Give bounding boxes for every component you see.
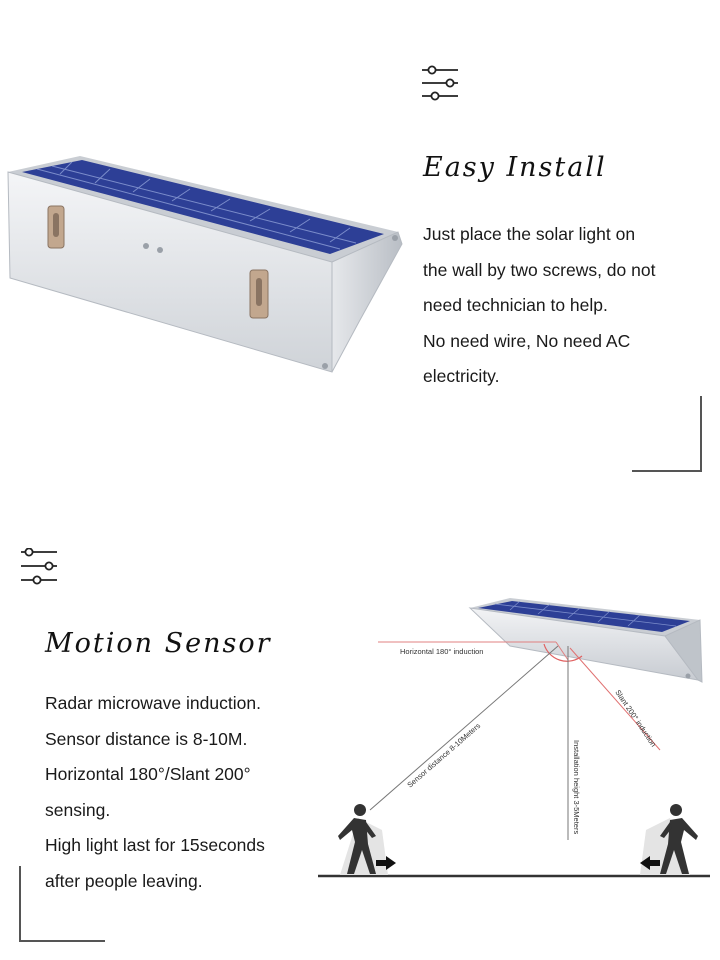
motion-sensor-heading: Motion Sensor [45,628,272,659]
description-line: Just place the solar light on [423,224,636,244]
description-line: Sensor distance is 8-10M. [45,728,248,749]
corner-bracket-decoration [632,396,702,472]
easy-install-heading: Easy Install [423,152,607,183]
solar-lamp-image [0,150,410,380]
corner-bracket-decoration [19,866,105,942]
sliders-icon [420,64,460,104]
description-line: Radar microwave induction. [45,693,261,713]
description-line: sensing. [45,799,111,820]
sensor-distance-label: Sensor distance 8-10Meters [405,721,483,790]
slant-induction-label: Slant 200° induction [613,688,659,749]
description-line: No need wire, No need AC [423,330,631,351]
description-line: after people leaving. [45,870,203,891]
installation-height-label: Installation height 3-5Meters [572,740,581,835]
description-line: need technician to help. [423,295,608,315]
easy-install-description [423,217,655,395]
sensor-coverage-diagram [310,590,718,890]
sliders-icon [19,548,59,588]
description-line: electricity. [423,366,500,386]
wall-lamp [470,598,702,682]
horizontal-induction-label: Horizontal 180° induction [400,647,484,656]
description-line: Horizontal 180°/Slant 200° [45,764,251,784]
description-line: High light last for 15seconds [45,835,265,855]
description-line: the wall by two screws, do not [423,259,656,280]
